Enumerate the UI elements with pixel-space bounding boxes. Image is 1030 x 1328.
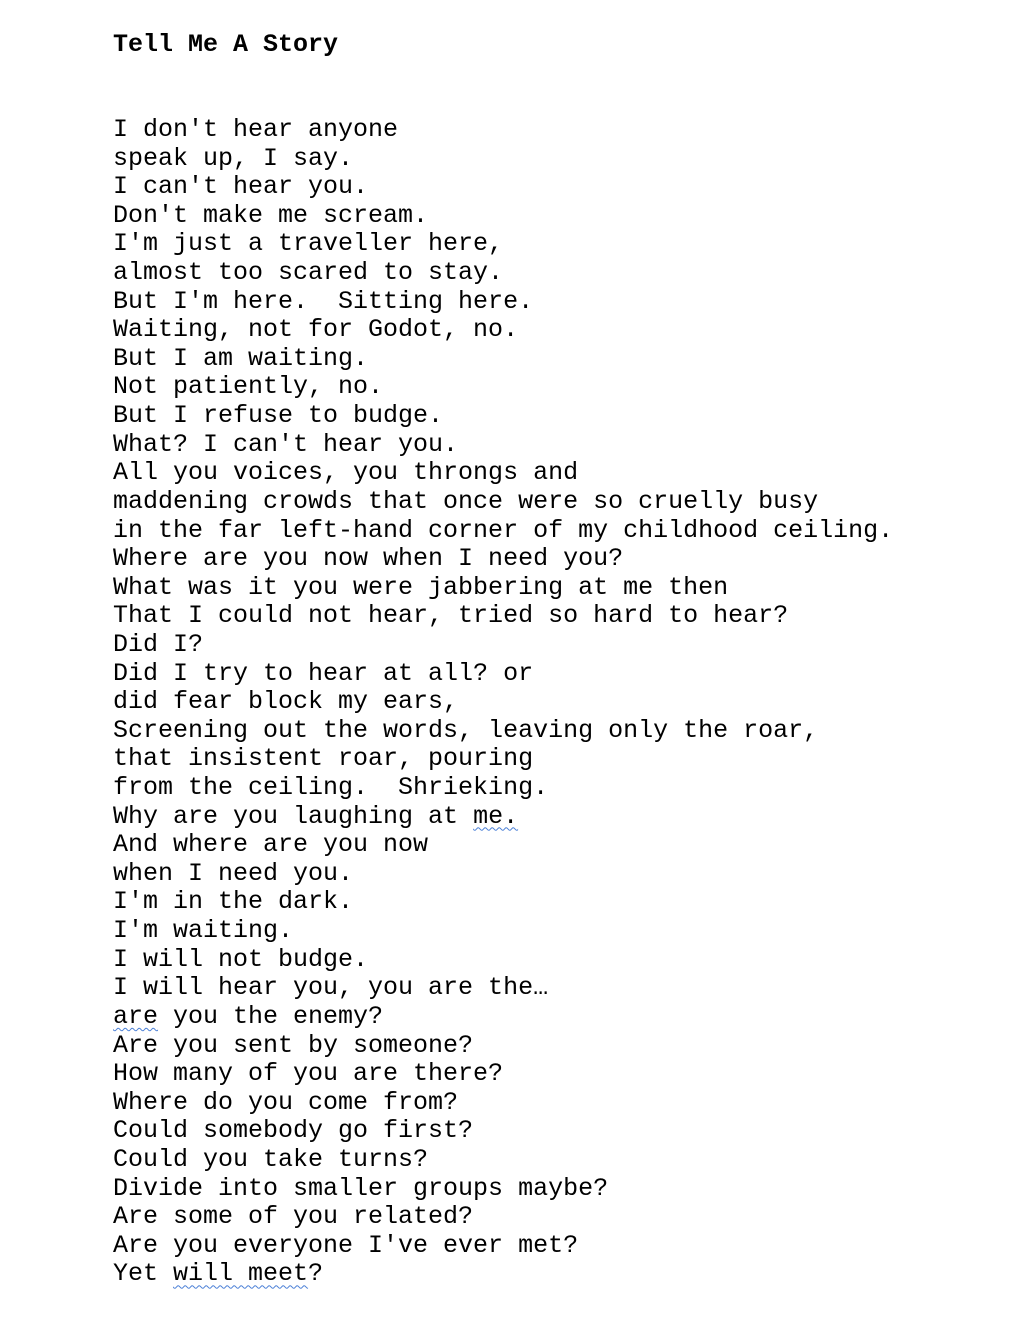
poem-line bbox=[113, 173, 893, 202]
line-text: that insistent roar, pouring bbox=[113, 744, 534, 774]
line-text: Did I? bbox=[113, 629, 204, 659]
line-text: did fear block my ears, bbox=[113, 687, 459, 717]
poem-line bbox=[113, 688, 893, 717]
poem-line bbox=[113, 230, 893, 259]
line-text: How many of you are there? bbox=[113, 1059, 504, 1089]
poem-line bbox=[113, 631, 893, 660]
line-text: almost too scared to stay. bbox=[113, 258, 504, 288]
line-text: I will hear you, you are the… bbox=[113, 973, 549, 1003]
line-text: Don't make me scream. bbox=[113, 200, 429, 230]
line-text: Yet bbox=[113, 1259, 174, 1289]
poem-line bbox=[113, 831, 893, 860]
poem-line bbox=[113, 288, 893, 317]
poem-line bbox=[113, 860, 893, 889]
poem-line bbox=[113, 1232, 893, 1261]
poem-line bbox=[113, 1117, 893, 1146]
poem-line bbox=[113, 602, 893, 631]
poem-line bbox=[113, 116, 893, 145]
line-text: Screening out the words, leaving only the roar, bbox=[113, 715, 819, 745]
poem-line bbox=[113, 717, 893, 746]
line-text: I can't hear you. bbox=[113, 172, 369, 202]
line-text: That I could not hear, tried so hard to hear? bbox=[113, 601, 789, 631]
line-text: in the far left-hand corner of my childhood ceiling. bbox=[113, 515, 894, 545]
line-text: Waiting, not for Godot, no. bbox=[113, 315, 519, 345]
poem-line bbox=[113, 1089, 893, 1118]
poem-line bbox=[113, 259, 893, 288]
poem-line bbox=[113, 202, 893, 231]
line-text: you the enemy? bbox=[158, 1001, 384, 1031]
poem-line bbox=[113, 1032, 893, 1061]
line-text: Could you take turns? bbox=[113, 1144, 429, 1174]
poem-line bbox=[113, 517, 893, 546]
spellcheck-flagged-word[interactable]: are bbox=[113, 1001, 159, 1031]
poem-line bbox=[113, 488, 893, 517]
poem-line bbox=[113, 1175, 893, 1204]
poem-line bbox=[113, 545, 893, 574]
line-text: Not patiently, no. bbox=[113, 372, 384, 402]
line-text: Did I try to hear at all? or bbox=[113, 658, 534, 688]
poem-line bbox=[113, 1003, 893, 1032]
poem-line bbox=[113, 1060, 893, 1089]
poem-line bbox=[113, 1203, 893, 1232]
poem-line bbox=[113, 1260, 893, 1289]
line-text: speak up, I say. bbox=[113, 143, 354, 173]
line-text: ? bbox=[308, 1259, 324, 1289]
line-text: I'm in the dark. bbox=[113, 887, 354, 917]
line-text: Where do you come from? bbox=[113, 1087, 459, 1117]
line-text: Where are you now when I need you? bbox=[113, 544, 624, 574]
line-text: Divide into smaller groups maybe? bbox=[113, 1173, 609, 1203]
line-text: Are you sent by someone? bbox=[113, 1030, 474, 1060]
line-text: And where are you now bbox=[113, 830, 429, 860]
line-text: I'm just a traveller here, bbox=[113, 229, 504, 259]
poem-line bbox=[113, 946, 893, 975]
line-text: I don't hear anyone bbox=[113, 115, 399, 144]
poem-line bbox=[113, 803, 893, 832]
line-text: Are you everyone I've ever met? bbox=[113, 1230, 579, 1260]
poem-body bbox=[113, 116, 893, 1289]
line-text: What was it you were jabbering at me then bbox=[113, 572, 729, 602]
line-text: Are some of you related? bbox=[113, 1202, 474, 1232]
line-text: But I am waiting. bbox=[113, 343, 369, 373]
poem-line bbox=[113, 431, 893, 460]
poem-title: Tell Me A Story bbox=[113, 30, 339, 59]
poem-line bbox=[113, 373, 893, 402]
line-text: Could somebody go first? bbox=[113, 1116, 474, 1146]
poem-line bbox=[113, 745, 893, 774]
line-text: Why are you laughing at bbox=[113, 801, 474, 831]
poem-line bbox=[113, 402, 893, 431]
line-text: What? I can't hear you. bbox=[113, 429, 459, 459]
line-text: maddening crowds that once were so cruelly busy bbox=[113, 486, 819, 516]
line-text: I'm waiting. bbox=[113, 916, 294, 946]
poem-line bbox=[113, 574, 893, 603]
line-text: But I'm here. Sitting here. bbox=[113, 286, 534, 316]
spellcheck-flagged-word[interactable]: will meet bbox=[173, 1259, 309, 1289]
line-text: But I refuse to budge. bbox=[113, 401, 444, 431]
poem-line bbox=[113, 459, 893, 488]
line-text: All you voices, you throngs and bbox=[113, 458, 579, 488]
poem-line bbox=[113, 345, 893, 374]
poem-line bbox=[113, 145, 893, 174]
poem-line bbox=[113, 1146, 893, 1175]
line-text: I will not budge. bbox=[113, 944, 369, 974]
spellcheck-flagged-word[interactable]: me. bbox=[473, 801, 519, 831]
line-text: from the ceiling. Shrieking. bbox=[113, 773, 549, 803]
poem-line bbox=[113, 974, 893, 1003]
poem-line bbox=[113, 917, 893, 946]
poem-line bbox=[113, 888, 893, 917]
poem-line bbox=[113, 660, 893, 689]
line-text: when I need you. bbox=[113, 858, 354, 888]
poem-line bbox=[113, 774, 893, 803]
poem-line bbox=[113, 316, 893, 345]
